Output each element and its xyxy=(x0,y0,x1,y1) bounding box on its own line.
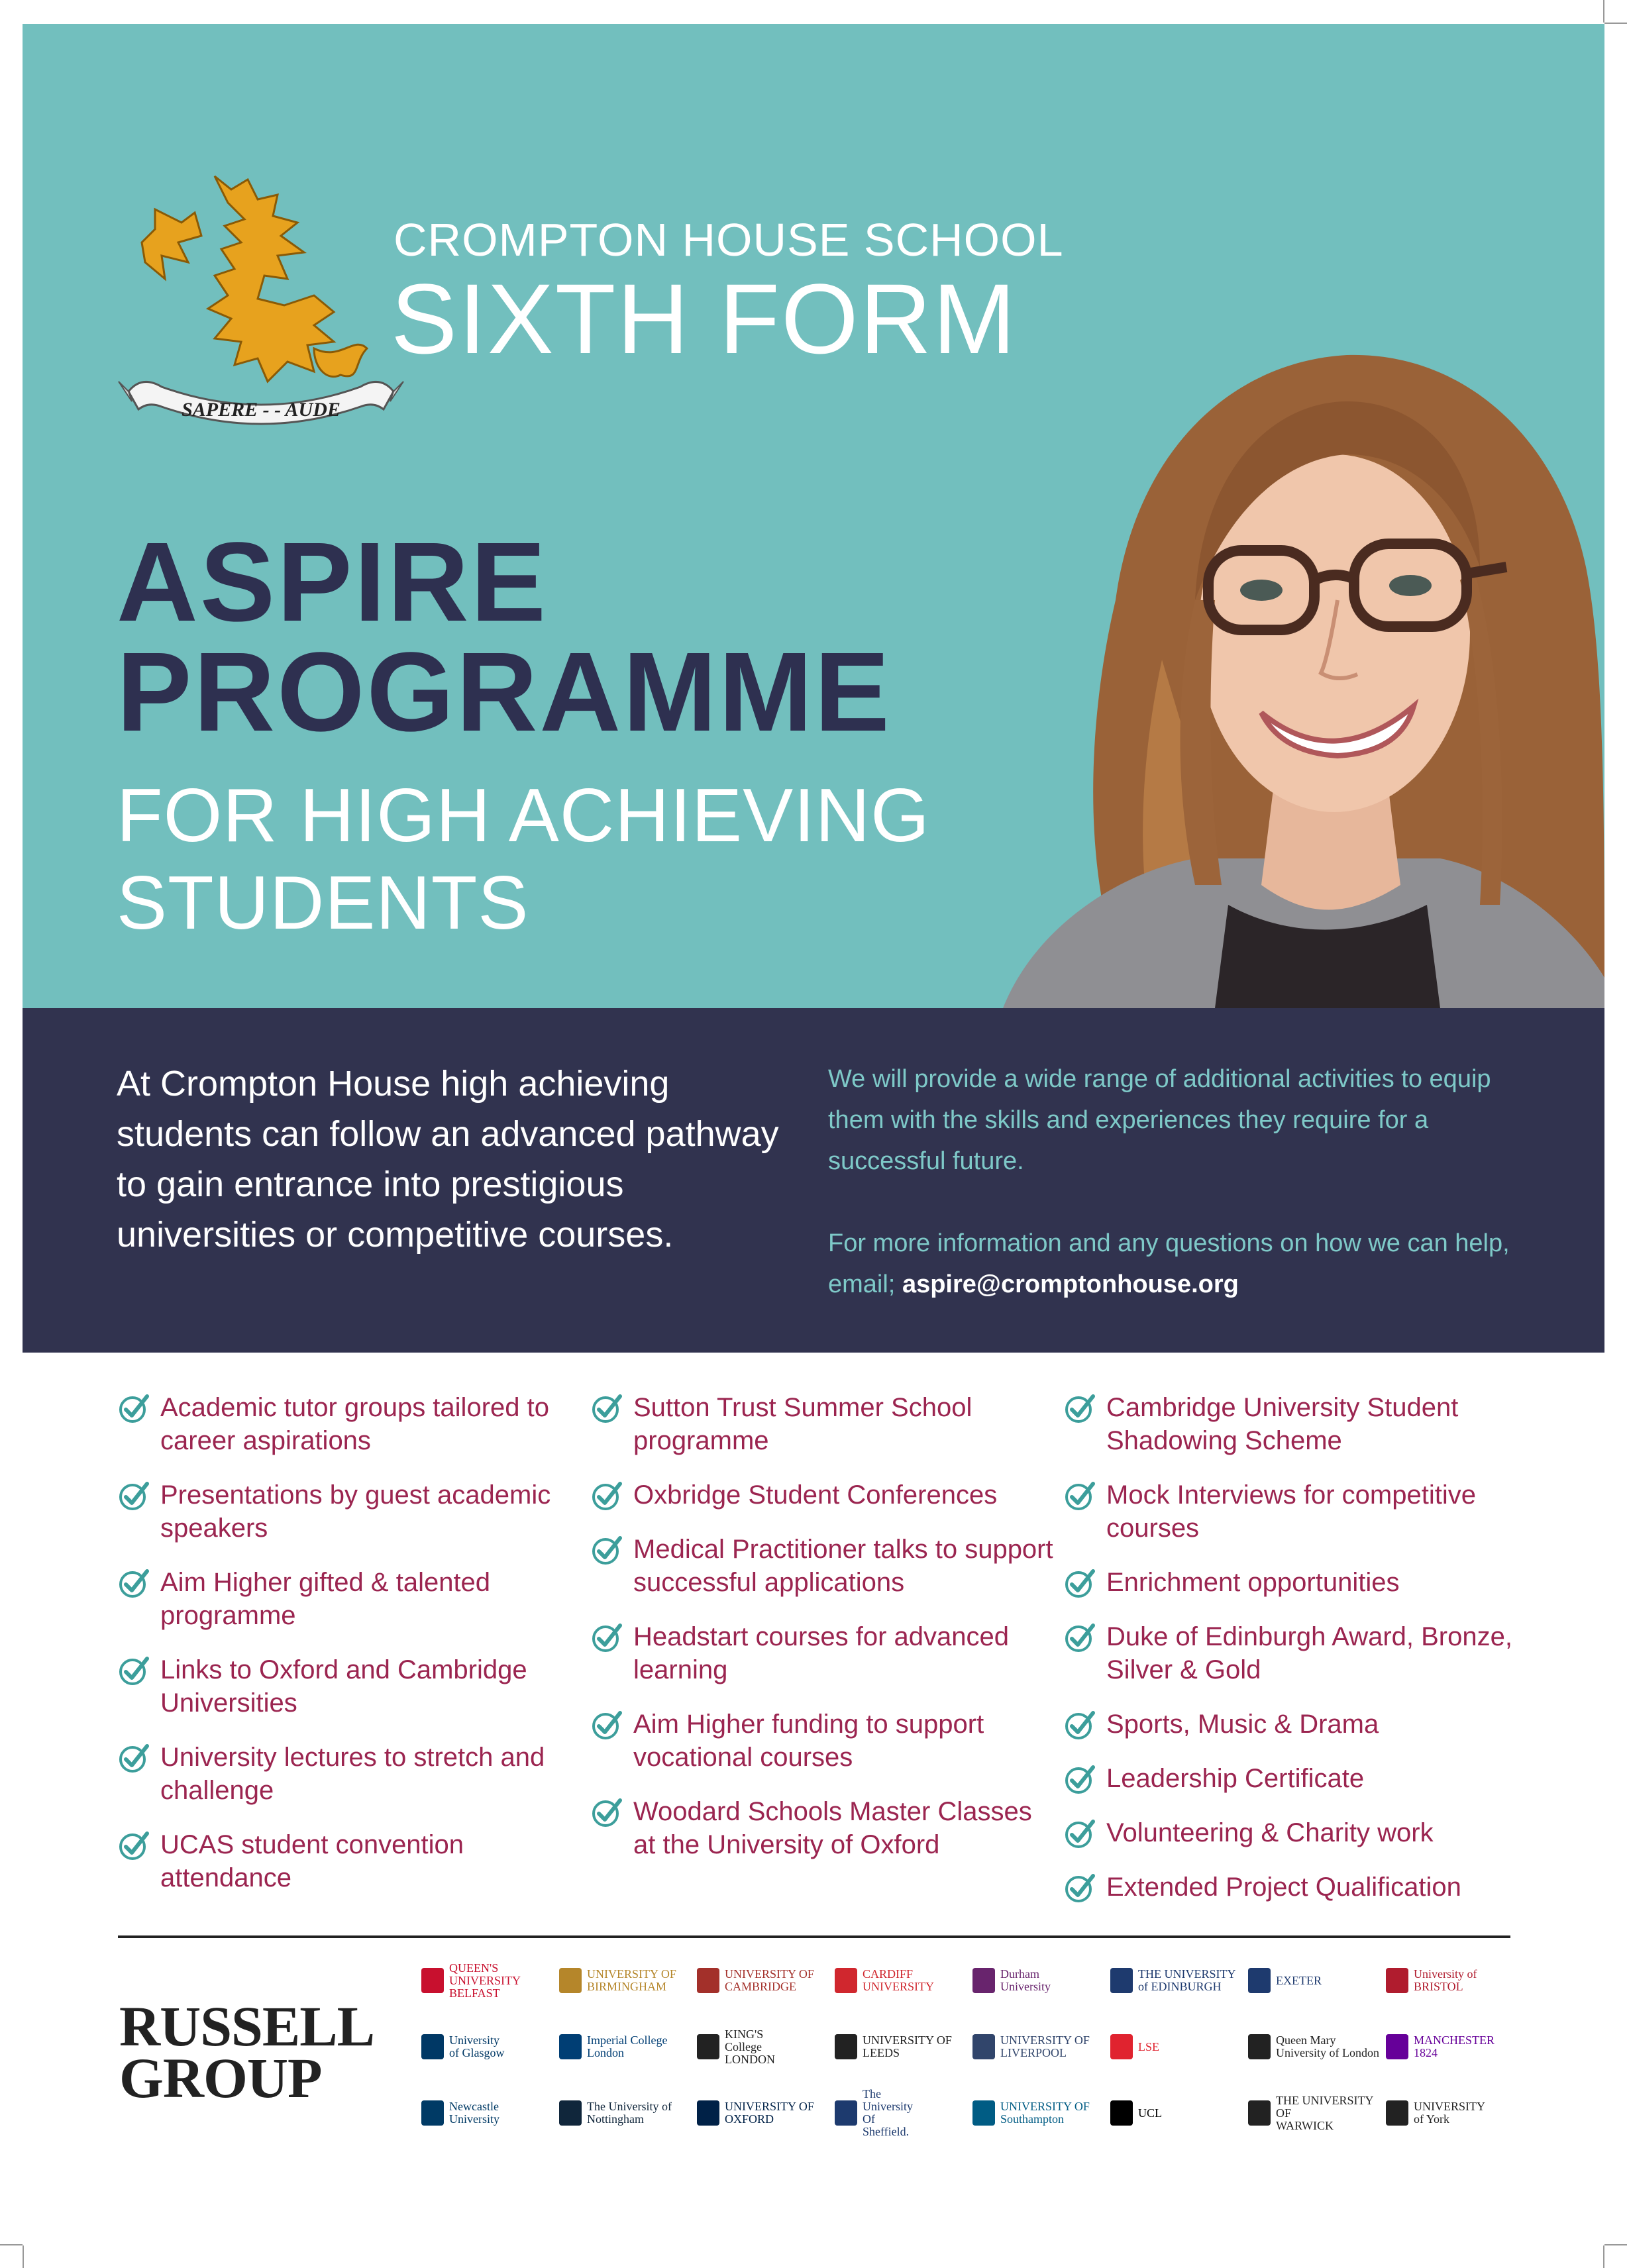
russell-line-2: GROUP xyxy=(119,2046,322,2110)
activity-label: Mock Interviews for competitive courses xyxy=(1106,1480,1476,1543)
activity-item xyxy=(1064,1620,1528,1686)
activity-item xyxy=(1064,1391,1528,1457)
university-name: The University Of Sheffield. xyxy=(863,2087,913,2138)
contact-prefix: For more information and any questions on how we can help, email; xyxy=(828,1229,1510,1298)
contact-email-link[interactable]: aspire@cromptonhouse.org xyxy=(902,1270,1239,1298)
intro-text: At Crompton House high achieving students can follow an advanced pathway to gain entrance into prestigious universities or competitive courses. xyxy=(117,1064,779,1255)
activity-label: Headstart courses for advanced learning xyxy=(633,1622,1009,1684)
activity-label: University lectures to stretch and challenge xyxy=(160,1743,545,1805)
university-name: KING'S College LONDON xyxy=(725,2027,775,2066)
university-name: Queen Mary University of London xyxy=(1276,2034,1379,2059)
university-crest-icon xyxy=(1248,2100,1271,2126)
activity-label: UCAS student convention attendance xyxy=(160,1830,464,1892)
crop-mark xyxy=(23,2245,24,2268)
checkmark-icon xyxy=(1064,1392,1096,1424)
checkmark-icon xyxy=(591,1480,623,1512)
russell-group-logo xyxy=(119,1994,374,2110)
checkmark-icon xyxy=(1064,1709,1096,1741)
checkmark-icon xyxy=(118,1480,150,1512)
university-logo xyxy=(1386,2026,1518,2068)
activity-item xyxy=(591,1708,1055,1774)
activity-item xyxy=(591,1795,1055,1861)
university-crest-icon xyxy=(1110,2034,1133,2059)
university-crest-icon xyxy=(972,2034,995,2059)
university-name: UNIVERSITY OF LEEDS xyxy=(863,2034,952,2059)
activity-item xyxy=(1064,1871,1528,1904)
activity-label: Duke of Edinburgh Award, Bronze, Silver & Gold xyxy=(1106,1622,1512,1684)
university-logo xyxy=(1248,2026,1381,2068)
school-crest-logo xyxy=(115,163,407,448)
crop-mark xyxy=(1604,2244,1627,2245)
activities-column-2 xyxy=(591,1391,1055,1882)
university-logo xyxy=(972,1959,1105,2002)
university-logo xyxy=(1386,2092,1518,2134)
activity-item xyxy=(591,1478,1055,1512)
university-name: UCL xyxy=(1138,2106,1162,2120)
activity-item xyxy=(118,1653,582,1720)
university-logo xyxy=(835,2087,967,2138)
university-logos xyxy=(421,1959,1514,2158)
university-logo xyxy=(697,1959,829,2002)
university-crest-icon xyxy=(421,1968,444,1993)
activity-label: Aim Higher funding to support vocational courses xyxy=(633,1710,984,1772)
university-logo xyxy=(1386,1959,1518,2002)
university-logo xyxy=(972,2092,1105,2134)
activity-label: Cambridge University Student Shadowing Scheme xyxy=(1106,1393,1459,1455)
university-logo xyxy=(1110,2026,1243,2068)
university-crest-icon xyxy=(1386,2100,1408,2126)
university-logo xyxy=(559,2092,692,2134)
university-crest-icon xyxy=(697,2100,719,2126)
title-line-1: ASPIRE xyxy=(117,519,548,645)
university-name: THE UNIVERSITY OF WARWICK xyxy=(1276,2093,1373,2132)
activity-item xyxy=(118,1478,582,1545)
university-crest-icon xyxy=(421,2100,444,2126)
activity-item xyxy=(1064,1566,1528,1599)
checkmark-icon xyxy=(591,1534,623,1566)
university-crest-icon xyxy=(559,2100,582,2126)
school-name: CROMPTON HOUSE SCHOOL xyxy=(394,214,1064,266)
university-name: University of BRISTOL xyxy=(1414,1967,1477,1993)
university-name: UNIVERSITY OF LIVERPOOL xyxy=(1000,2034,1090,2059)
university-crest-icon xyxy=(1110,2100,1133,2126)
university-crest-icon xyxy=(697,2034,719,2059)
crop-mark xyxy=(1603,0,1604,23)
contact-text xyxy=(828,1223,1544,1305)
university-logo xyxy=(835,2026,967,2068)
university-logo xyxy=(1248,2092,1381,2134)
university-name: Durham University xyxy=(1000,1967,1051,1993)
university-crest-icon xyxy=(1248,2034,1271,2059)
activity-item xyxy=(118,1566,582,1632)
university-name: UNIVERSITY OF Southampton xyxy=(1000,2100,1090,2126)
activity-label: Medical Practitioner talks to support successful applications xyxy=(633,1535,1053,1597)
checkmark-icon xyxy=(1064,1567,1096,1599)
title-line-2: PROGRAMME xyxy=(117,629,892,755)
university-name: MANCHESTER 1824 xyxy=(1414,2034,1495,2059)
checkmark-icon xyxy=(1064,1622,1096,1653)
university-name: CARDIFF UNIVERSITY xyxy=(863,1967,934,1993)
crest-motto: SAPERE - - AUDE xyxy=(182,399,341,421)
section-divider xyxy=(118,1935,1510,1938)
university-crest-icon xyxy=(835,1968,857,1993)
university-logo xyxy=(835,1959,967,2002)
university-crest-icon xyxy=(1110,1968,1133,1993)
activity-label: Sutton Trust Summer School programme xyxy=(633,1393,972,1455)
checkmark-icon xyxy=(1064,1872,1096,1904)
university-logo xyxy=(1248,1959,1381,2002)
activity-label: Presentations by guest academic speakers xyxy=(160,1480,551,1543)
university-crest-icon xyxy=(559,1968,582,1993)
university-crest-icon xyxy=(697,1968,719,1993)
programme-title xyxy=(117,519,892,755)
activity-item xyxy=(1064,1816,1528,1849)
activity-item xyxy=(591,1533,1055,1599)
university-logo xyxy=(421,2026,554,2068)
crop-mark xyxy=(1603,2245,1604,2268)
provide-text: We will provide a wide range of additional activities to equip them with the skills and experiences they require for a successful future. xyxy=(828,1065,1491,1175)
activity-label: Aim Higher gifted & talented programme xyxy=(160,1568,491,1630)
activity-label: Extended Project Qualification xyxy=(1106,1873,1461,1902)
university-name: UNIVERSITY of York xyxy=(1414,2100,1485,2126)
university-logo xyxy=(1110,1959,1243,2002)
university-name: THE UNIVERSITY of EDINBURGH xyxy=(1138,1967,1236,1993)
university-name: LSE xyxy=(1138,2039,1160,2053)
checkmark-icon xyxy=(1064,1480,1096,1512)
info-band xyxy=(23,1008,1604,1353)
checkmark-icon xyxy=(1064,1818,1096,1849)
university-name: University of Glasgow xyxy=(449,2034,505,2059)
university-name: Imperial College London xyxy=(587,2034,668,2059)
university-name: EXETER xyxy=(1276,1973,1322,1987)
checkmark-icon xyxy=(591,1622,623,1653)
university-crest-icon xyxy=(1386,2034,1408,2059)
university-crest-icon xyxy=(1248,1968,1271,1993)
activity-item xyxy=(591,1391,1055,1457)
student-photo xyxy=(976,289,1604,1008)
university-logo xyxy=(559,1959,692,2002)
university-crest-icon xyxy=(421,2034,444,2059)
university-logo xyxy=(421,2092,554,2134)
university-crest-icon xyxy=(559,2034,582,2059)
activity-label: Oxbridge Student Conferences xyxy=(633,1480,998,1510)
activity-item xyxy=(1064,1762,1528,1795)
activity-item xyxy=(118,1741,582,1807)
activity-label: Sports, Music & Drama xyxy=(1106,1710,1379,1739)
university-name: UNIVERSITY OF CAMBRIDGE xyxy=(725,1967,814,1993)
university-logo xyxy=(421,1959,554,2002)
crop-mark xyxy=(1604,23,1627,24)
university-crest-icon xyxy=(1386,1968,1408,1993)
university-name: UNIVERSITY OF OXFORD xyxy=(725,2100,814,2126)
activity-label: Volunteering & Charity work xyxy=(1106,1818,1434,1847)
checkmark-icon xyxy=(591,1392,623,1424)
programme-subtitle xyxy=(117,772,930,947)
activities-column-1 xyxy=(118,1391,582,1916)
university-logo xyxy=(697,2026,829,2068)
hero-section xyxy=(23,24,1604,1008)
activity-item xyxy=(1064,1708,1528,1741)
activity-item xyxy=(118,1828,582,1894)
activity-label: Leadership Certificate xyxy=(1106,1764,1365,1793)
university-logo xyxy=(697,2092,829,2134)
university-logo xyxy=(559,2026,692,2068)
university-logo xyxy=(1110,2092,1243,2134)
activity-item xyxy=(118,1391,582,1457)
university-crest-icon xyxy=(972,1968,995,1993)
activity-label: Enrichment opportunities xyxy=(1106,1568,1400,1597)
checkmark-icon xyxy=(1064,1763,1096,1795)
checkmark-icon xyxy=(118,1655,150,1686)
activity-label: Links to Oxford and Cambridge Universities xyxy=(160,1655,527,1718)
subtitle-line-1: FOR HIGH ACHIEVING xyxy=(117,774,930,858)
university-crest-icon xyxy=(972,2100,995,2126)
crop-mark xyxy=(0,2244,23,2245)
russell-line-1: RUSSELL xyxy=(119,1994,374,2058)
university-logo xyxy=(972,2026,1105,2068)
activity-item xyxy=(591,1620,1055,1686)
subtitle-line-2: STUDENTS xyxy=(117,861,529,945)
university-name: Newcastle University xyxy=(449,2100,499,2126)
activity-item xyxy=(1064,1478,1528,1545)
university-crest-icon xyxy=(835,2100,857,2126)
checkmark-icon xyxy=(591,1796,623,1828)
checkmark-icon xyxy=(118,1742,150,1774)
activity-label: Woodard Schools Master Classes at the University of Oxford xyxy=(633,1797,1032,1859)
checkmark-icon xyxy=(591,1709,623,1741)
sixth-form-heading: SIXTH FORM xyxy=(391,263,1017,374)
checkmark-icon xyxy=(118,1392,150,1424)
checkmark-icon xyxy=(118,1830,150,1861)
activities-column-3 xyxy=(1064,1391,1528,1925)
activity-label: Academic tutor groups tailored to career aspirations xyxy=(160,1393,549,1455)
university-name: UNIVERSITY OF BIRMINGHAM xyxy=(587,1967,676,1993)
provide-text-block xyxy=(828,1058,1544,1305)
university-crest-icon xyxy=(835,2034,857,2059)
checkmark-icon xyxy=(118,1567,150,1599)
university-name: The University of Nottingham xyxy=(587,2100,672,2126)
university-name: QUEEN'S UNIVERSITY BELFAST xyxy=(449,1961,521,2000)
